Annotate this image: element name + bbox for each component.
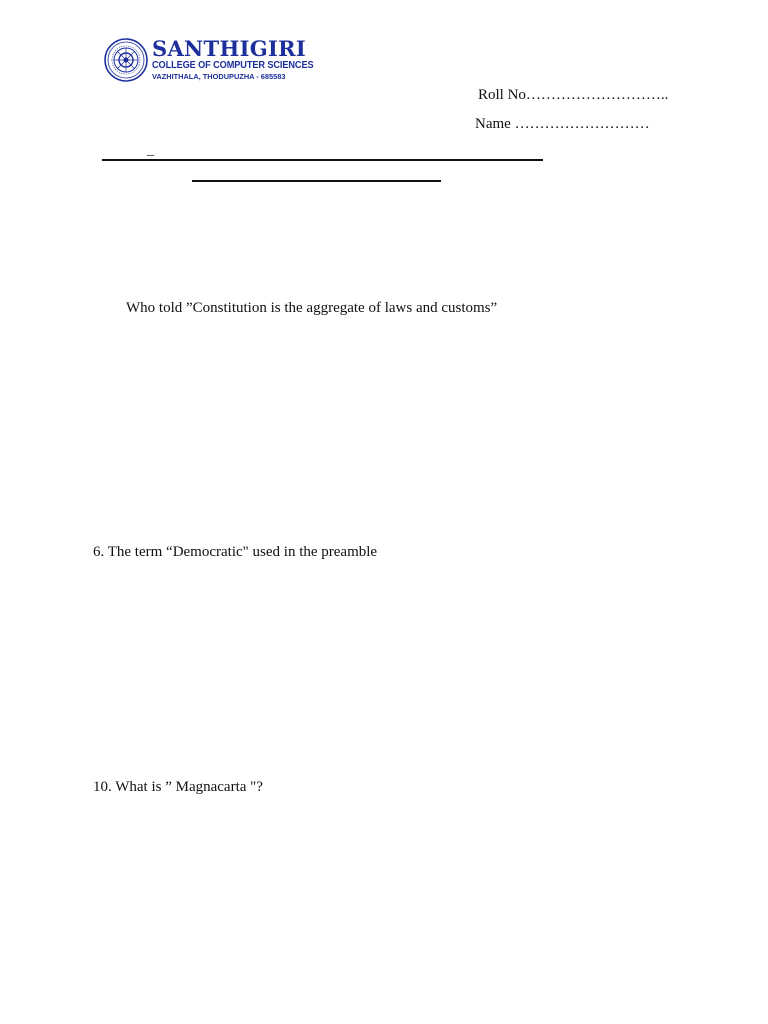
college-name: SANTHIGIRI: [152, 36, 306, 61]
college-seal-icon: [104, 38, 148, 82]
college-address: VAZHITHALA, THODUPUZHA - 685583: [152, 72, 286, 81]
subtitle-underline: [192, 180, 441, 182]
question-constitution: Who told ”Constitution is the aggregate of laws and customs”: [126, 300, 498, 316]
roll-no-field: Roll No………………………..: [478, 87, 669, 103]
title-underline: [102, 159, 543, 161]
question-magnacarta: 10. What is ” Magnacarta "?: [93, 779, 263, 795]
college-logo-text: [152, 38, 328, 81]
name-field: Name ………………………: [475, 116, 650, 132]
college-subtitle: COLLEGE OF COMPUTER SCIENCES: [152, 60, 314, 71]
question-democratic: 6. The term “Democratic" used in the preamble: [93, 544, 378, 560]
blank-dash: _: [147, 143, 154, 158]
college-logo: [104, 38, 326, 84]
